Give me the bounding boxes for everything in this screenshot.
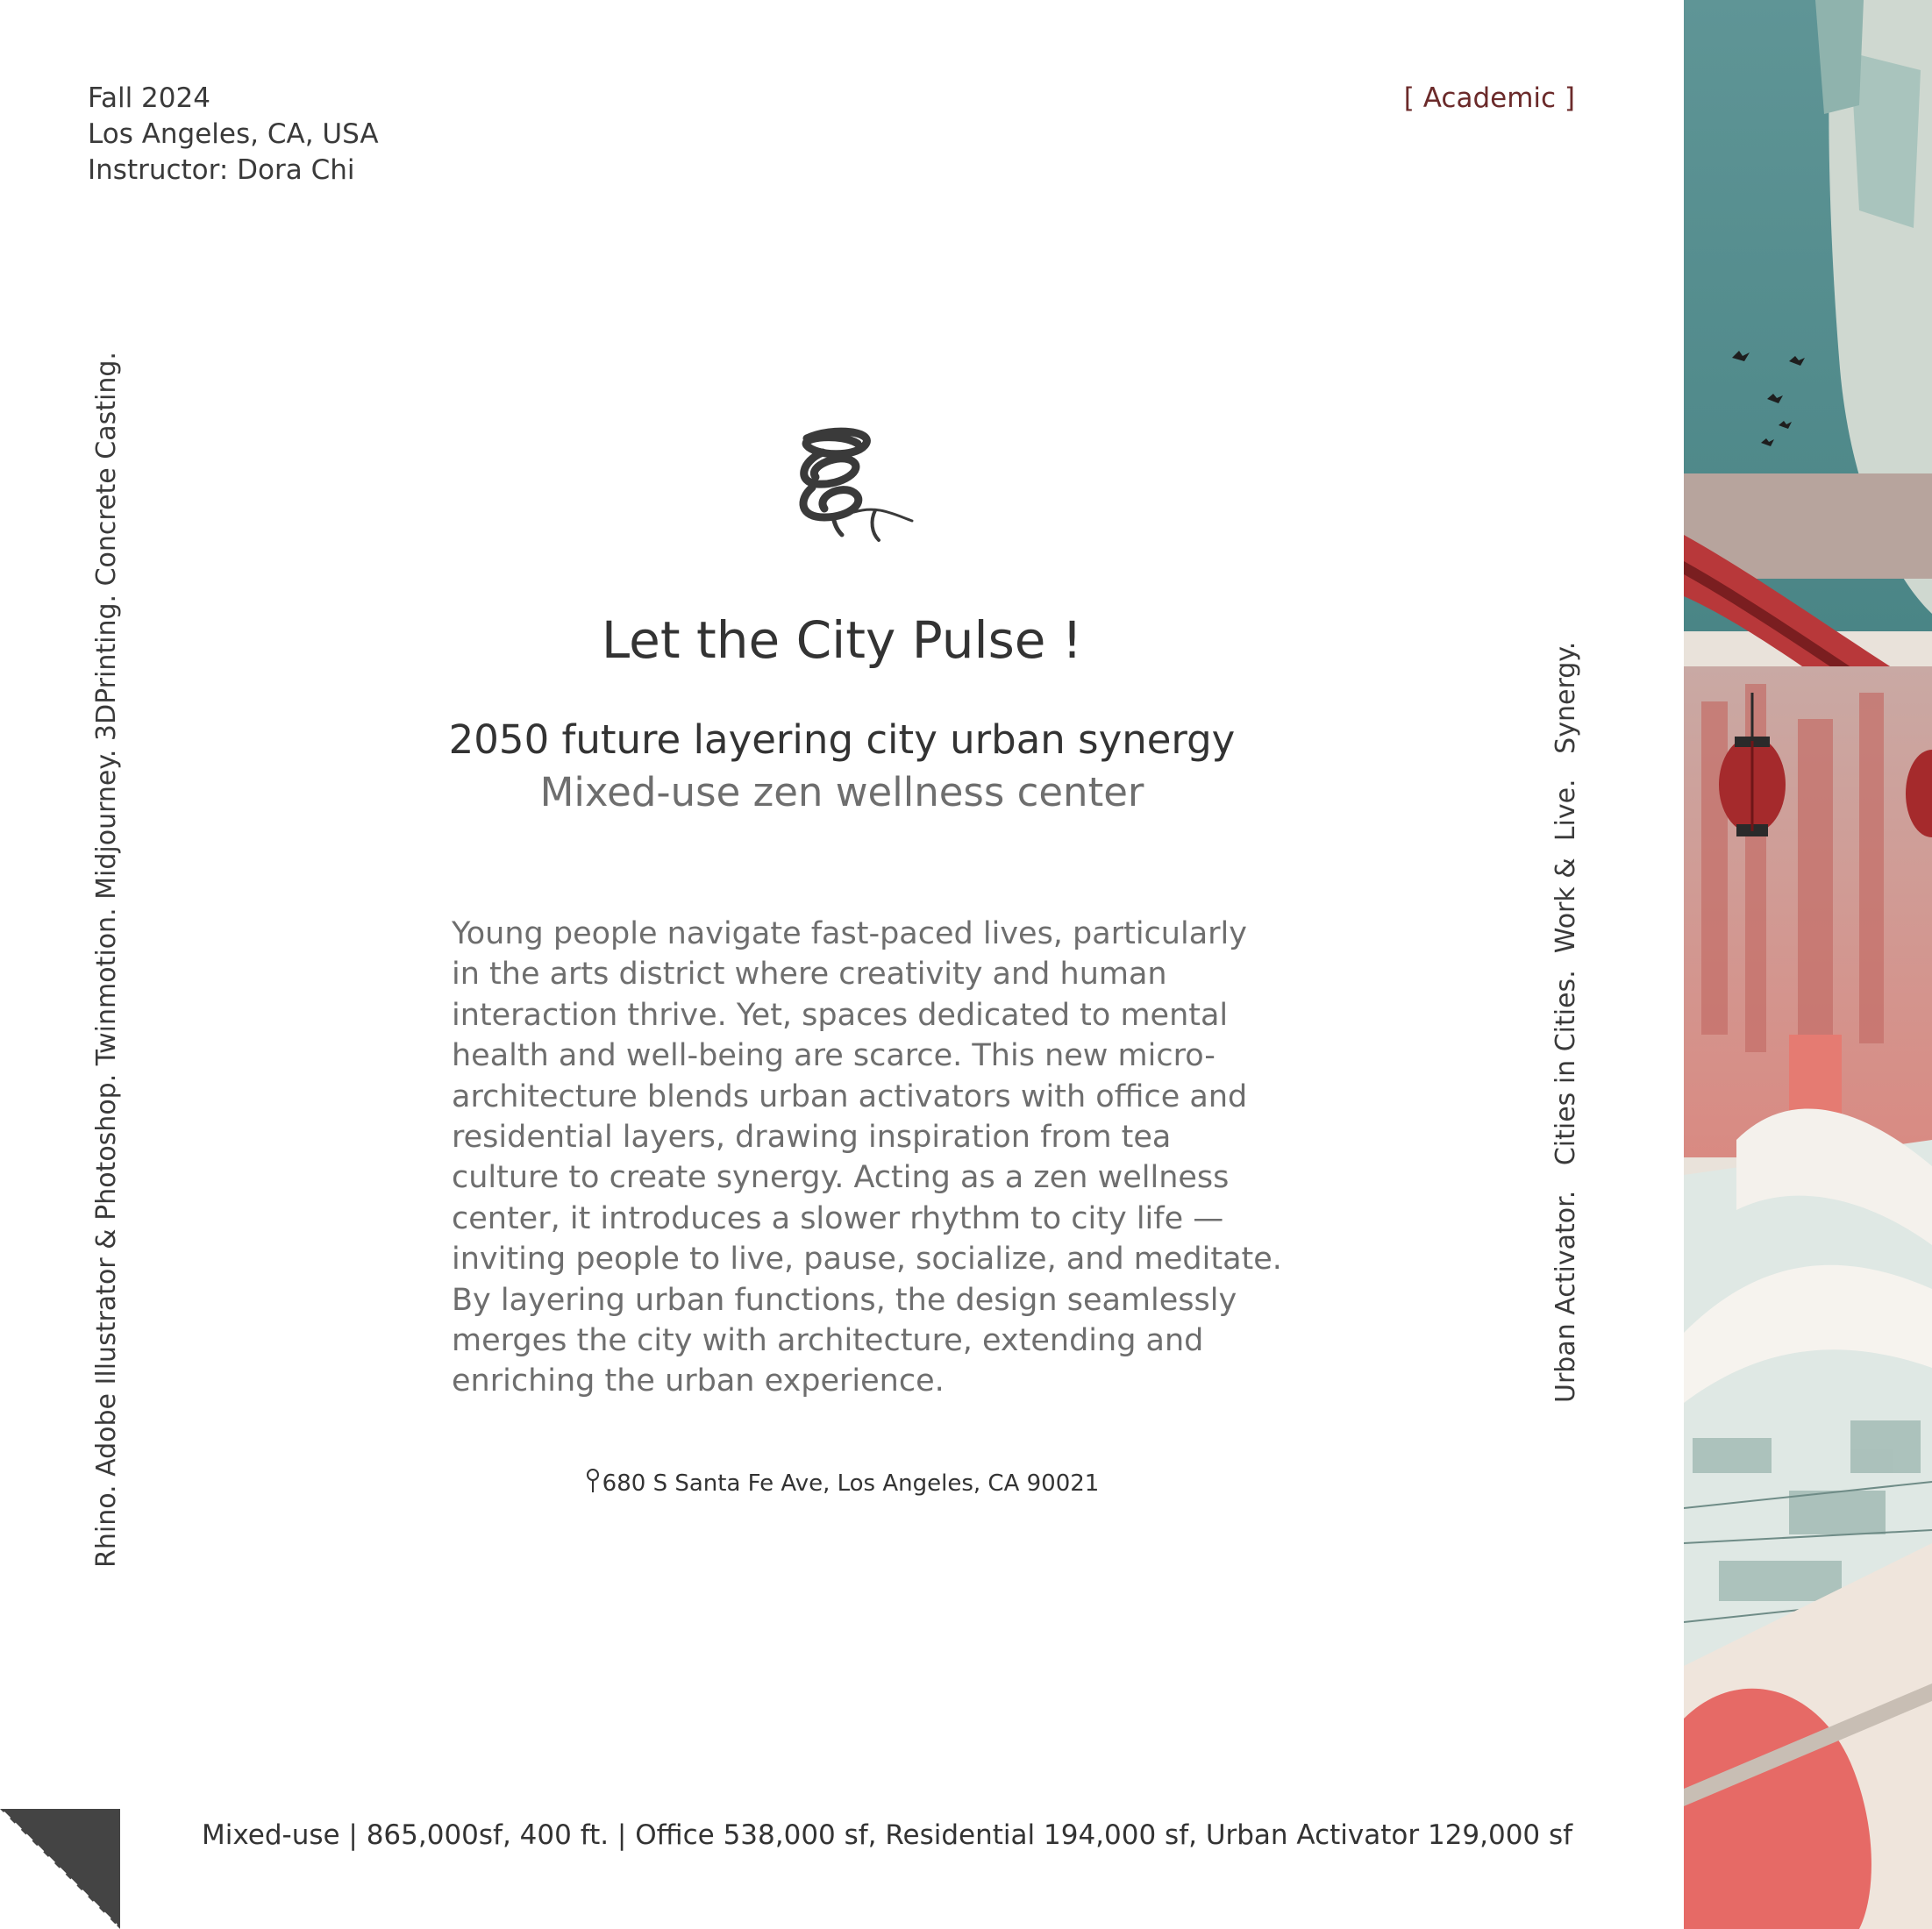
project-specs: Mixed-use | 865,000sf, 400 ft. | Office 538,000 sf, Residential 194,000 sf, Urban Activator 129,000 sf [202, 1819, 1573, 1851]
address-text: 680 S Santa Fe Ave, Los Angeles, CA 90021 [602, 1470, 1100, 1497]
description-line: residential layers, drawing inspiration from tea [452, 1120, 1172, 1156]
project-address [263, 1466, 1421, 1501]
instructor-text: Instructor: Dora Chi [88, 154, 355, 186]
project-title: Let the City Pulse ! [601, 610, 1083, 670]
location-text: Los Angeles, CA, USA [88, 118, 379, 150]
description-line: inviting people to live, pause, socialize, and meditate. [452, 1242, 1282, 1278]
scribble-logo-icon [781, 426, 921, 545]
description-line: culture to create synergy. Acting as a zen wellness [452, 1160, 1230, 1196]
semester-text: Fall 2024 [88, 82, 210, 114]
themes-vertical-text: Urban Activator. Cities in Cities. Work & Live. Synergy. [1551, 641, 1581, 1403]
location-pin-icon [585, 1468, 601, 1494]
description-line: center, it introduces a slower rhythm to city life — [452, 1200, 1224, 1236]
description-line: interaction thrive. Yet, spaces dedicated to mental [452, 997, 1229, 1033]
cityscape-artwork [1684, 0, 1932, 1929]
description-line: Young people navigate fast-paced lives, particularly [452, 916, 1247, 951]
description-line: architecture blends urban activators with office and [452, 1078, 1248, 1114]
description-line: enriching the urban experience. [452, 1363, 945, 1399]
page-corner-fold [0, 1809, 120, 1929]
description-line: By layering urban functions, the design seamlessly [452, 1282, 1237, 1318]
description-line: merges the city with architecture, extending and [452, 1323, 1204, 1359]
project-meta [88, 81, 379, 189]
project-subtitle-primary: 2050 future layering city urban synergy [448, 716, 1236, 763]
project-subtitle-secondary: Mixed-use zen wellness center [539, 769, 1144, 815]
category-tag: [ Academic ] [1403, 82, 1575, 114]
description-line: health and well-being are scarce. This new micro- [452, 1038, 1216, 1074]
tools-vertical-text: Rhino. Adobe Illustrator & Photoshop. Twinmotion. Midjourney. 3DPrinting. Concrete Casting. [91, 352, 122, 1568]
description-line: in the arts district where creativity and human [452, 957, 1167, 993]
project-description [452, 914, 1282, 1402]
